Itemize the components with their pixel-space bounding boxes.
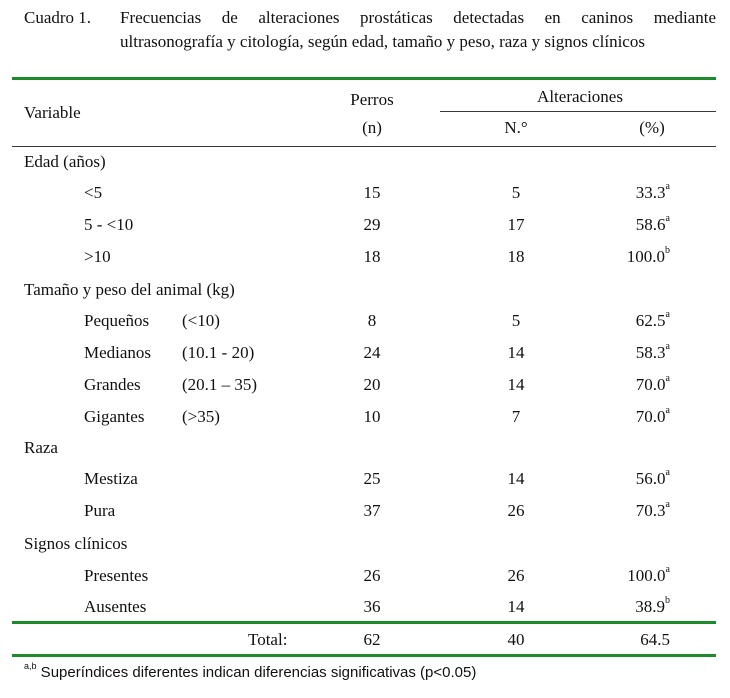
row-range: (<10) <box>182 311 220 330</box>
total-top-rule <box>12 621 716 624</box>
row-label: Mestiza <box>84 469 138 488</box>
footnote-sup: a,b <box>24 661 37 671</box>
row-label: <5 <box>84 183 103 202</box>
row-pct-value: 33.3 <box>635 183 666 202</box>
row-label: Presentes <box>84 566 149 585</box>
header-rule <box>12 146 716 147</box>
row-pct-value: 58.3 <box>635 343 666 362</box>
header-alteraciones: Alteraciones <box>537 87 623 106</box>
row-pct <box>560 311 670 331</box>
row-pct <box>560 566 670 586</box>
row-pct <box>560 183 670 203</box>
bottom-rule <box>12 654 716 657</box>
row-pct-superscript: a <box>665 373 670 385</box>
header-variable: Variable <box>24 103 81 122</box>
row-no: 26 <box>507 566 525 585</box>
row-no: 14 <box>507 343 525 362</box>
row-label: Gigantes <box>84 407 145 426</box>
row-n: 18 <box>363 247 381 266</box>
row-n: 20 <box>363 375 381 394</box>
alteraciones-rule <box>440 111 716 112</box>
row-label: Pequeños <box>84 311 150 330</box>
header-pct: (%) <box>639 118 665 137</box>
row-pct-value: 56.0 <box>635 469 666 488</box>
row-pct-value: 100.0 <box>627 566 666 585</box>
row-label: Pura <box>84 501 116 520</box>
row-pct-superscript: a <box>665 341 670 353</box>
row-pct <box>560 407 670 427</box>
row-pct-superscript: b <box>665 595 670 607</box>
row-n: 25 <box>363 469 381 488</box>
row-no: 18 <box>507 247 525 266</box>
row-pct-superscript: a <box>665 564 670 576</box>
total-pct: 64.5 <box>640 630 670 649</box>
row-range: (>35) <box>182 407 220 426</box>
row-pct <box>560 247 670 267</box>
row-pct <box>560 343 670 363</box>
footnote <box>24 661 477 681</box>
row-n: 37 <box>363 501 381 520</box>
row-n: 15 <box>363 183 381 202</box>
row-n: 24 <box>363 343 381 362</box>
row-label: Medianos <box>84 343 152 362</box>
row-n: 26 <box>363 566 381 585</box>
top-rule <box>12 77 716 80</box>
row-pct-superscript: a <box>665 499 670 511</box>
caption-line-1: Frecuencias de alteraciones prostáticas detectadas en caninos mediante <box>120 8 716 27</box>
row-range: (20.1 – 35) <box>182 375 258 394</box>
table-caption <box>24 6 716 54</box>
row-pct-value: 70.0 <box>635 375 666 394</box>
row-label: Ausentes <box>84 597 147 616</box>
row-pct-value: 38.9 <box>635 597 665 616</box>
row-range: (10.1 - 20) <box>182 343 255 362</box>
caption-line-2: ultrasonografía y citología, según edad, tamaño y peso, raza y signos clínicos <box>120 32 645 51</box>
row-pct-superscript: a <box>665 309 670 321</box>
total-n: 62 <box>363 630 381 649</box>
row-n: 36 <box>363 597 381 616</box>
row-pct-value: 58.6 <box>635 215 666 234</box>
caption-label: Cuadro 1. <box>24 8 92 27</box>
row-no: 14 <box>507 597 525 616</box>
group-title: Edad (años) <box>24 152 106 171</box>
row-label: >10 <box>84 247 111 266</box>
row-n: 29 <box>363 215 381 234</box>
row-pct-value: 100.0 <box>626 247 665 266</box>
row-pct-superscript: b <box>665 245 670 257</box>
row-no: 14 <box>507 375 525 394</box>
row-pct-value: 70.0 <box>635 407 666 426</box>
group-title: Raza <box>24 438 58 457</box>
row-pct-value: 70.3 <box>635 501 666 520</box>
row-no: 17 <box>507 215 525 234</box>
row-pct-superscript: a <box>665 213 670 225</box>
row-n: 8 <box>367 311 377 330</box>
row-pct <box>560 597 670 617</box>
row-pct <box>560 215 670 235</box>
footnote-text: Superíndices diferentes indican diferencias significativas (p<0.05) <box>36 664 477 681</box>
row-no: 5 <box>511 311 521 330</box>
total-label: Total: <box>248 630 288 649</box>
row-no: 26 <box>507 501 525 520</box>
row-label: 5 - <10 <box>84 215 134 234</box>
row-pct-superscript: a <box>665 405 670 417</box>
row-pct-superscript: a <box>665 467 670 479</box>
row-no: 5 <box>511 183 521 202</box>
row-pct-value: 62.5 <box>635 311 666 330</box>
row-no: 14 <box>507 469 525 488</box>
group-title: Tamaño y peso del animal (kg) <box>24 280 235 299</box>
row-label: Grandes <box>84 375 141 394</box>
group-title: Signos clínicos <box>24 534 128 553</box>
row-pct-superscript: a <box>665 181 670 193</box>
row-pct <box>560 469 670 489</box>
header-n: (n) <box>362 118 382 137</box>
row-no: 7 <box>511 407 521 426</box>
header-no: N.° <box>504 118 528 137</box>
total-no: 40 <box>507 630 525 649</box>
row-n: 10 <box>363 407 381 426</box>
row-pct <box>560 375 670 395</box>
header-perros: Perros <box>350 90 394 109</box>
row-pct <box>560 501 670 521</box>
